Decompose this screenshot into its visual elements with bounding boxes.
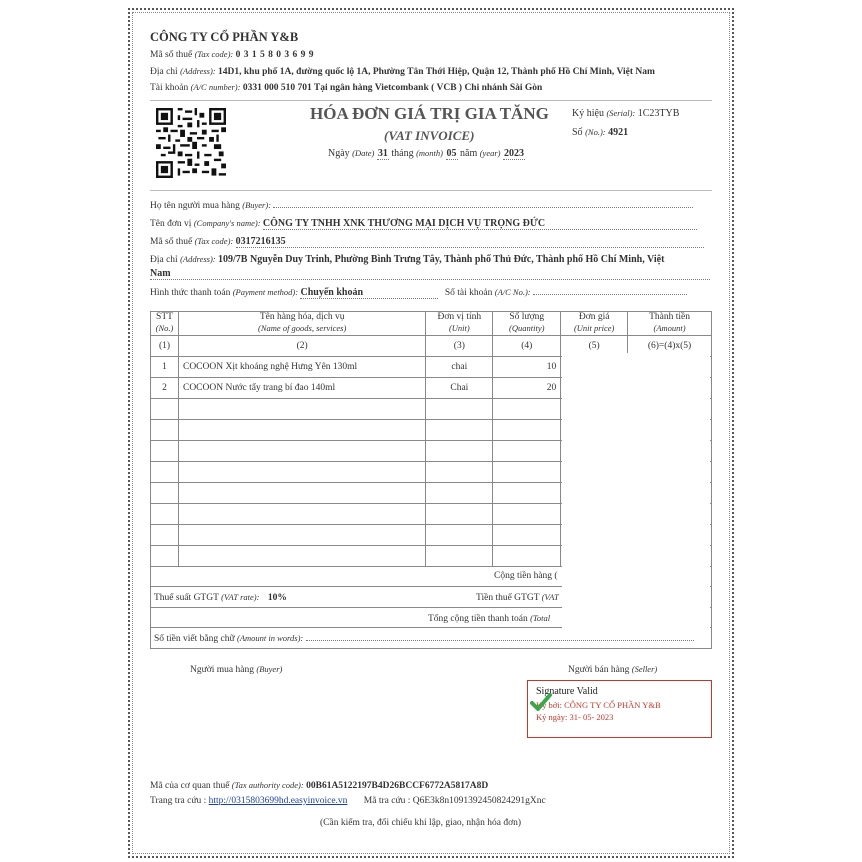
buyer-company: CÔNG TY TNHH XNK THƯƠNG MẠI DỊCH VỤ TRỌNG ĐỨC [263, 218, 697, 230]
header-price: Đơn giá (Unit price) [561, 312, 628, 336]
buyer-company-line: Tên đơn vị (Company's name): CÔNG TY TNHH XNK THƯƠNG MẠI DỊCH VỤ TRỌNG ĐỨC [150, 218, 712, 230]
buyer-signature-label: Người mua hàng (Buyer) [190, 664, 283, 675]
buyer-tax-line: Mã số thuế (Tax code): 0317216135 [150, 236, 712, 248]
buyer-payment-line: Hình thức thanh toán (Payment method): Chuyển khoản Số tài khoản (A/C No.): [150, 287, 712, 299]
tax-authority-line: Mã của cơ quan thuế (Tax authority code): 00B61A5122197B4D26BCCF6772A5817A8D [150, 780, 489, 791]
buyer-name-line: Họ tên người mua hàng (Buyer): [150, 200, 712, 211]
header-amount: Thành tiền (Amount) [628, 312, 712, 336]
buyer-address-line: Địa chỉ (Address): 109/7B Nguyễn Duy Trinh, Phường Bình Trưng Tây, Thành phố Thủ Đức, Thành phố Hồ Chí Minh, Việt [150, 254, 665, 265]
seller-address: 14D1, khu phố 1A, đường quốc lộ 1A, Phường Tân Thới Hiệp, Quận 12, Thành phố Hồ Chí Minh, Việt Nam [218, 67, 655, 77]
column-number-row: (1) (2) (3) (4) (5) (6)=(4)x(5) [151, 336, 712, 357]
redaction-block [562, 353, 710, 631]
invoice-serial: Ký hiệu (Serial): 1C23TYB [572, 108, 680, 119]
header-unit: Đơn vị tính (Unit) [426, 312, 493, 336]
tax-authority-code: 00B61A5122197B4D26BCCF6772A5817A8D [306, 781, 489, 791]
lookup-line: Trang tra cứu : http://0315803699hd.easyinvoice.vn Mã tra cứu : Q6E3k8n1091392450824291gXnc [150, 796, 546, 806]
subtotal-label: Cộng tiền hàng ( [494, 571, 558, 581]
checkmark-icon [530, 692, 552, 712]
table-row: 2 COCOON Nước tẩy trang bí đao 140ml Chai 20 [151, 378, 712, 399]
digital-signature-box [527, 680, 712, 738]
header-name: Tên hàng hóa, dịch vụ (Name of goods, services) [178, 312, 425, 336]
footer-note: (Cần kiểm tra, đối chiếu khi lập, giao, nhận hóa đơn) [320, 818, 522, 828]
lookup-link[interactable]: http://0315803699hd.easyinvoice.vn [208, 796, 348, 806]
invoice-number: Số (No.): 4921 [572, 127, 629, 138]
seller-account: 0331 000 510 701 Tại ngân hàng Vietcombank ( VCB ) Chi nhánh Sài Gòn [242, 83, 543, 93]
table-row: 1 COCOON Xịt khoáng nghệ Hưng Yên 130ml chai 10 [151, 357, 712, 378]
invoice-date: Ngày (Date) 31 tháng (month) 05 năm (year) 2023 [328, 148, 524, 159]
amount-in-words-line: Số tiền viết bằng chữ (Amount in words): [154, 633, 694, 644]
invoice-subtitle: (VAT INVOICE) [384, 128, 475, 143]
header-qty: Số lượng (Quantity) [493, 312, 561, 336]
seller-account-line: Tài khoản (A/C number): 0331 000 510 701 Tại ngân hàng Vietcombank ( VCB ) Chi nhánh Sài Gòn [150, 82, 543, 93]
signature-valid-text: Signature Valid [536, 686, 598, 697]
buyer-address-line2: Nam [150, 268, 710, 280]
invoice-title: HÓA ĐƠN GIÁ TRỊ GIA TĂNG [310, 104, 549, 123]
header-stt: STT (No.) [151, 312, 179, 336]
seller-tax-line: Mã số thuế (Tax code): 0 3 1 5 8 0 3 6 9 9 [150, 49, 314, 60]
seller-address-line: Địa chỉ (Address): 14D1, khu phố 1A, đường quốc lộ 1A, Phường Tân Thới Hiệp, Quận 12, Thành phố Hồ Chí Minh, Việt Nam [150, 66, 655, 77]
lookup-code: Q6E3k8n1091392450824291gXnc [412, 796, 546, 806]
vat-rate: 10% [267, 593, 287, 603]
seller-tax-code: 0 3 1 5 8 0 3 6 9 9 [235, 50, 314, 60]
signed-date: Ký ngày: 31- 05- 2023 [536, 712, 614, 722]
buyer-tax-code: 0317216135 [236, 236, 704, 248]
vat-rate-line: Thuế suất GTGT (VAT rate): 10% [154, 592, 287, 603]
seller-signature-label: Người bán hàng (Seller) [568, 664, 658, 675]
vat-amount-label: Tiền thuế GTGT (VAT [476, 592, 559, 603]
qr-code-icon [156, 108, 226, 178]
buyer-address: 109/7B Nguyễn Duy Trinh, Phường Bình Trưng Tây, Thành phố Thủ Đức, Thành phố Hồ Chí Minh, Việt [218, 254, 665, 265]
total-label: Tổng cộng tiền thanh toán (Total [428, 613, 551, 624]
payment-method: Chuyển khoản [300, 287, 438, 299]
seller-name: CÔNG TY CỔ PHẦN Y&B [150, 30, 299, 44]
signed-by: Ký bởi: CÔNG TY CỔ PHẦN Y&B [536, 700, 661, 710]
